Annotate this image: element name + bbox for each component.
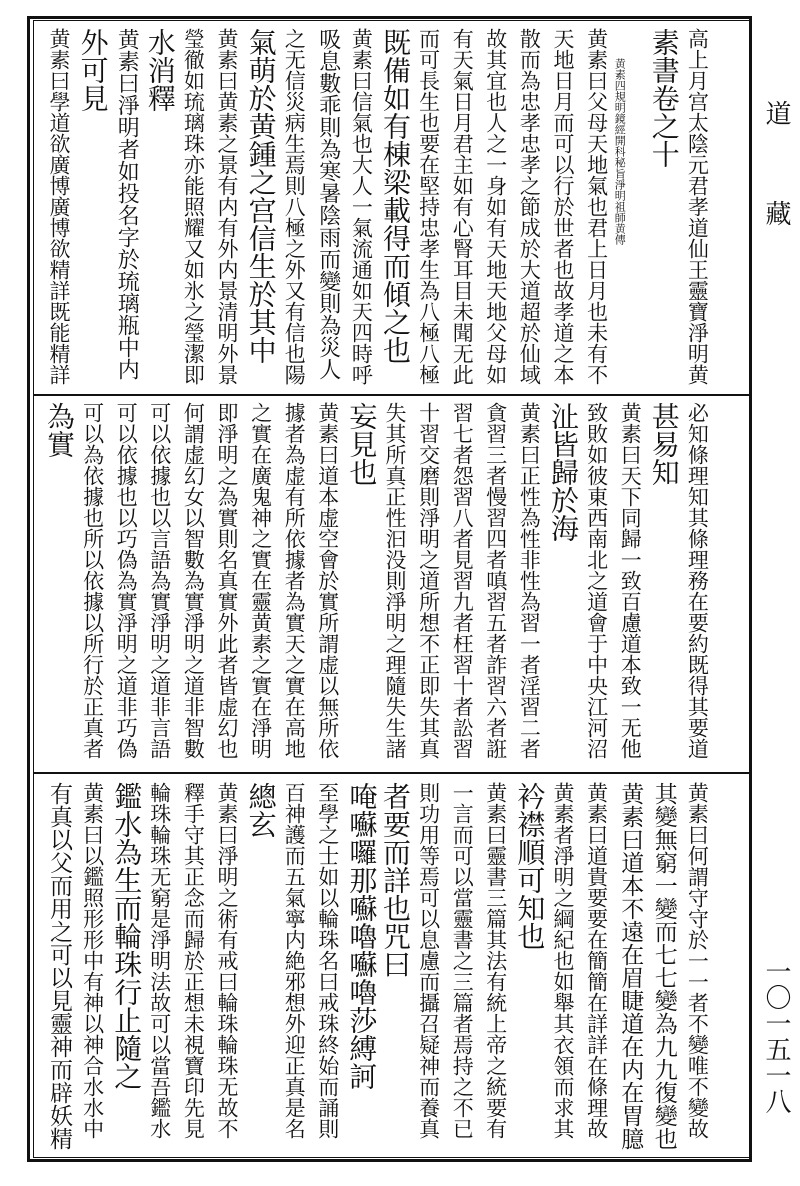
text-column: 必知條理知其條理務在要約既得其要道 <box>685 402 710 759</box>
text-column: 外可見 <box>76 28 110 112</box>
text-column: 致敗如彼東西南北之道會于中央江河沼 <box>584 402 609 759</box>
text-column: 妄見也 <box>345 402 379 486</box>
text-column: 據者為虚有所依據者為實天之實在高地 <box>282 402 307 759</box>
text-column: 黄素曰父母天地氣也君上日月也未有不 <box>584 28 609 385</box>
text-column: 黄素曰以鑑照形形中有神以神合水水中 <box>80 782 105 1139</box>
text-column: 可以依據也以言語為實淨明之道非言語 <box>147 402 172 759</box>
text-column: 黄素曰靈書三篇其法有統上帝之統要有 <box>483 782 508 1139</box>
text-column: 之實在廣鬼神之實在靈黄素之實在淨明 <box>248 402 273 759</box>
text-column: 黄素曰天下同歸一致百慮道本致一无他 <box>618 402 643 759</box>
text-column: 沚皆歸於海 <box>547 402 580 542</box>
text-column: 十習交磨則淨明之道所想不正即失其真 <box>416 402 441 759</box>
text-column: 散而為忠孝忠孝之節成於大道超於仙域 <box>517 28 542 385</box>
text-column: 黄素曰學道欲廣博廣博欲精詳既能精詳 <box>47 28 71 385</box>
text-column: 高上月宫太陰元君孝道仙王靈寶淨明黄 <box>685 28 710 385</box>
text-column: 甚易知 <box>647 402 681 486</box>
book-label: 道 <box>761 100 791 126</box>
text-column: 者要而詳也咒曰 <box>379 782 412 978</box>
text-column: 習七者怨習八者見習九者枉習十者訟習 <box>450 402 475 759</box>
text-column: 黄素曰道本不遠在眉睫道在内在胃臆 <box>617 782 644 1150</box>
text-column: 鑑水為生而輪珠行止隨之 <box>110 782 144 1090</box>
text-column: 一言而可以當靈書之三篇者焉持之不已 <box>450 782 475 1139</box>
text-column: 即淨明之為實則名真實外此者皆虚幻也 <box>215 402 239 759</box>
text-column: 吸息數乖則為寒暑陰雨而變則為災人 <box>315 28 341 380</box>
text-column: 百神護而五氣寧内絶邪想外迎正真是名 <box>282 782 307 1139</box>
text-column: 黄素曰淨明者如投名字於琉璃瓶中内 <box>114 28 140 380</box>
subtitle-column: 黄素四規明鏡經開科秘旨淨明祖師黄傳 <box>613 58 627 245</box>
text-column: 素書卷之十 <box>647 28 681 168</box>
section-divider <box>34 772 749 774</box>
text-column: 釋手守其正念而歸於正想未視寶印先見 <box>181 782 206 1139</box>
text-column: 至學之士如以輪珠名曰戒珠終始而誦則 <box>315 782 340 1139</box>
text-column: 之无信災病生焉則八極之外又有信也陽 <box>282 28 307 385</box>
text-column: 黄素曰何謂守守於一一者不變唯不變故 <box>685 782 710 1139</box>
text-column: 黄素曰信氣也大人一氣流通如天四時呼 <box>349 28 374 385</box>
text-column: 瑩徹如琉璃珠亦能照耀又如氷之瑩潔即 <box>181 28 206 385</box>
text-column: 黄素曰正性為性非性為習一者淫習二者 <box>517 402 542 759</box>
text-column: 有真以父而用之可以見靈神而辟妖精 <box>46 782 72 1150</box>
text-column: 而可長生也要在堅持忠孝生為八極八極 <box>416 28 441 385</box>
text-column: 唵囌囉那囌嚕囌嚕莎縛訶 <box>345 782 379 1090</box>
text-column: 黄素者淨明之綱紀也如舉其衣領而求其 <box>551 782 575 1139</box>
text-column: 故其宜也人之一身如有天地天地父母如 <box>483 28 508 385</box>
text-column: 黄素曰道本虚空會於實所謂虚以無所依 <box>315 402 340 759</box>
text-column: 貪習三者慢習四者嗔習五者詐習六者誑 <box>483 402 508 759</box>
text-column: 可以為依據也所以依據以所行於正真者 <box>80 402 105 759</box>
page-number: 一〇一五一八 <box>761 958 791 1114</box>
text-column: 何謂虚幻女以智數為實淨明之道非智數 <box>181 402 206 759</box>
text-column: 水消釋 <box>143 28 177 112</box>
text-column: 輪珠輪珠无窮是淨明法故可以當吾鑑水 <box>147 782 172 1139</box>
text-column: 既備如有棟梁載得而傾之也 <box>379 28 412 364</box>
text-column: 失其所真正性汩没則淨明之理隨失生諸 <box>383 402 407 759</box>
text-column: 其變無窮一變而七七變為九九復變也 <box>650 782 677 1150</box>
text-column: 則功用等焉可以息慮而攝召疑神而養真 <box>416 782 441 1139</box>
text-column: 黄素曰淨明之術有戒曰輪珠輪珠无故不 <box>215 782 239 1139</box>
text-column: 可以依據也以巧偽為實淨明之道非巧偽 <box>114 402 139 759</box>
section-divider <box>34 394 749 396</box>
text-column: 衿襟順可知也 <box>513 782 547 950</box>
text-column: 天地日月而可以行於世者也故孝道之本 <box>551 28 575 385</box>
text-column: 有天氣日月君主如有心腎耳目未聞无此 <box>450 28 475 385</box>
text-column: 總玄 <box>244 782 278 838</box>
text-column: 為實 <box>43 402 76 458</box>
text-column: 黄素曰道貴要要在簡簡在詳詳在條理故 <box>584 782 609 1139</box>
text-column: 氣萌於黄鍾之宫信生於其中 <box>244 28 278 364</box>
text-column: 黄素曰黄素之景有内有外内景清明外景 <box>215 28 239 385</box>
book-label-2: 藏 <box>761 200 791 226</box>
